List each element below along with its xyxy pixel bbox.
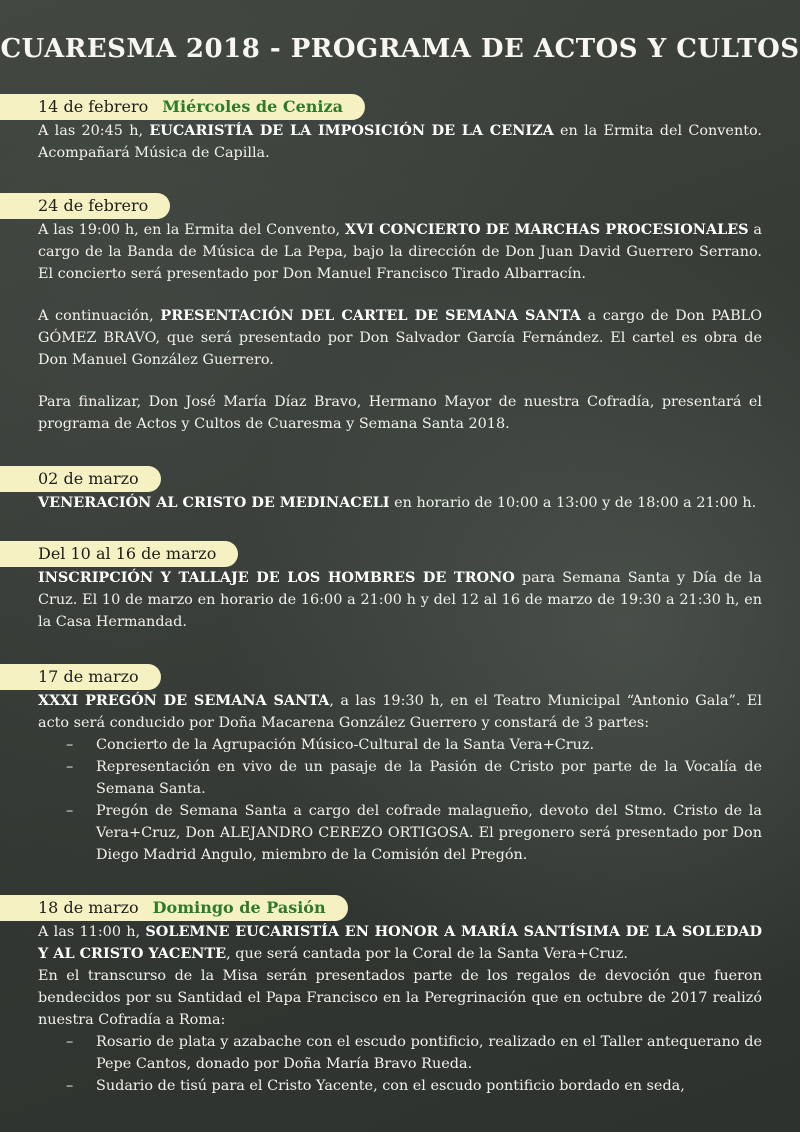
text: para Semana Santa y Día de la Cruz. El 10 de marzo en horario de 16:00 a 21:00 h y del 12 al 16 de marzo de 19:30 a 21:30 h, en la Casa Hermandad. <box>38 570 762 630</box>
event-title: PRESENTACIÓN DEL CARTEL DE SEMANA SANTA <box>160 307 581 324</box>
event-title: XXXI PREGÓN DE SEMANA SANTA <box>38 692 330 709</box>
event-description <box>38 690 762 866</box>
list-item: – Concierto de la Agrupación Músico-Cultural de la Santa Vera+Cruz. <box>38 734 762 756</box>
gifts-list <box>38 1031 762 1097</box>
event-date: 24 de febrero <box>38 196 149 215</box>
text: Para finalizar, Don José María Díaz Bravo, Hermano Mayor de nuestra Cofradía, presentará el programa de Actos y Cultos de Cuaresma y Semana Santa 2018. <box>38 394 762 432</box>
event-passion-sunday <box>0 895 800 1097</box>
text: en horario de 10:00 a 13:00 y de 18:00 a 21:00 h. <box>389 495 757 511</box>
date-tab <box>0 541 238 567</box>
date-tab <box>0 94 365 120</box>
text: A las 11:00 h, <box>38 924 146 940</box>
event-mar-10-16 <box>0 541 800 633</box>
date-tab <box>0 466 161 492</box>
page-title: CUARESMA 2018 - PROGRAMA DE ACTOS Y CULTOS <box>0 34 800 64</box>
text: a cargo de la Banda de Música de La Pepa, bajo la dirección de Don Juan David Guerrero Serrano. El concierto será presentado por Don Manuel Francisco Tirado Albarracín. <box>38 222 762 282</box>
date-tab <box>0 193 170 219</box>
event-parts-list <box>38 734 762 866</box>
text: A las 20:45 h, <box>38 123 150 139</box>
event-date: 02 de marzo <box>38 469 139 488</box>
event-date: 14 de febrero <box>38 97 149 116</box>
text: en la Ermita del Convento. Acompañará Música de Capilla. <box>38 123 762 161</box>
event-date: 18 de marzo <box>38 898 139 917</box>
event-description <box>38 567 762 633</box>
event-title: INSCRIPCIÓN Y TALLAJE DE LOS HOMBRES DE TRONO <box>38 569 515 586</box>
event-name: Domingo de Pasión <box>152 898 326 917</box>
event-title: VENERACIÓN AL CRISTO DE MEDINACELI <box>38 494 390 511</box>
list-item: – Pregón de Semana Santa a cargo del cofrade malagueño, devoto del Stmo. Cristo de la Vera+Cruz, Don ALEJANDRO CEREZO ORTIGOSA. El pregonero será presentado por Don Diego Madrid Angulo, miembro de la Comisión del Pregón. <box>38 800 762 866</box>
event-date: Del 10 al 16 de marzo <box>38 544 217 563</box>
date-tab <box>0 664 161 690</box>
list-item: – Representación en vivo de un pasaje de la Pasión de Cristo por parte de la Vocalía de Semana Santa. <box>38 756 762 800</box>
event-date: 17 de marzo <box>38 667 139 686</box>
text: , a las 19:30 h, en el Teatro Municipal “Antonio Gala”. El acto será conducido por Doña Macarena González Guerrero y constará de 3 partes: <box>38 693 762 731</box>
list-item: – Sudario de tisú para el Cristo Yacente, con el escudo pontificio bordado en seda, <box>38 1075 762 1097</box>
event-description <box>38 219 762 435</box>
event-feb-24 <box>0 193 800 435</box>
event-description <box>38 492 762 514</box>
text: A continuación, <box>38 308 161 324</box>
event-name: Miércoles de Ceniza <box>162 97 343 116</box>
event-title: SOLEMNE EUCARISTÍA EN HONOR A MARÍA SANTÍSIMA DE LA SOLEDAD Y AL CRISTO YACENTE <box>38 923 763 962</box>
event-ash-wednesday <box>0 94 800 164</box>
text: En el transcurso de la Misa serán presentados parte de los regalos de devoción que fueron bendecidos por su Santidad el Papa Francisco en la Peregrinación que en octubre de 2017 realizó nuestra Cofradía a Roma: <box>38 968 762 1028</box>
text: , que será cantada por la Coral de la Santa Vera+Cruz. <box>226 946 628 962</box>
text: A las 19:00 h, en la Ermita del Convento, <box>38 222 345 238</box>
event-description <box>38 921 762 1097</box>
event-description <box>38 120 762 164</box>
text: a cargo de Don PABLO GÓMEZ BRAVO, que será presentado por Don Salvador García Fernández. El cartel es obra de Don Manuel González Guerrero. <box>38 308 763 368</box>
event-mar-17 <box>0 664 800 866</box>
event-title: XVI CONCIERTO DE MARCHAS PROCESIONALES <box>344 221 749 238</box>
event-title: EUCARISTÍA DE LA IMPOSICIÓN DE LA CENIZA <box>149 122 554 139</box>
list-item: – Rosario de plata y azabache con el escudo pontificio, realizado en el Taller antequerano de Pepe Cantos, donado por Doña María Bravo Rueda. <box>38 1031 762 1075</box>
event-mar-02 <box>0 466 800 514</box>
date-tab <box>0 895 348 921</box>
